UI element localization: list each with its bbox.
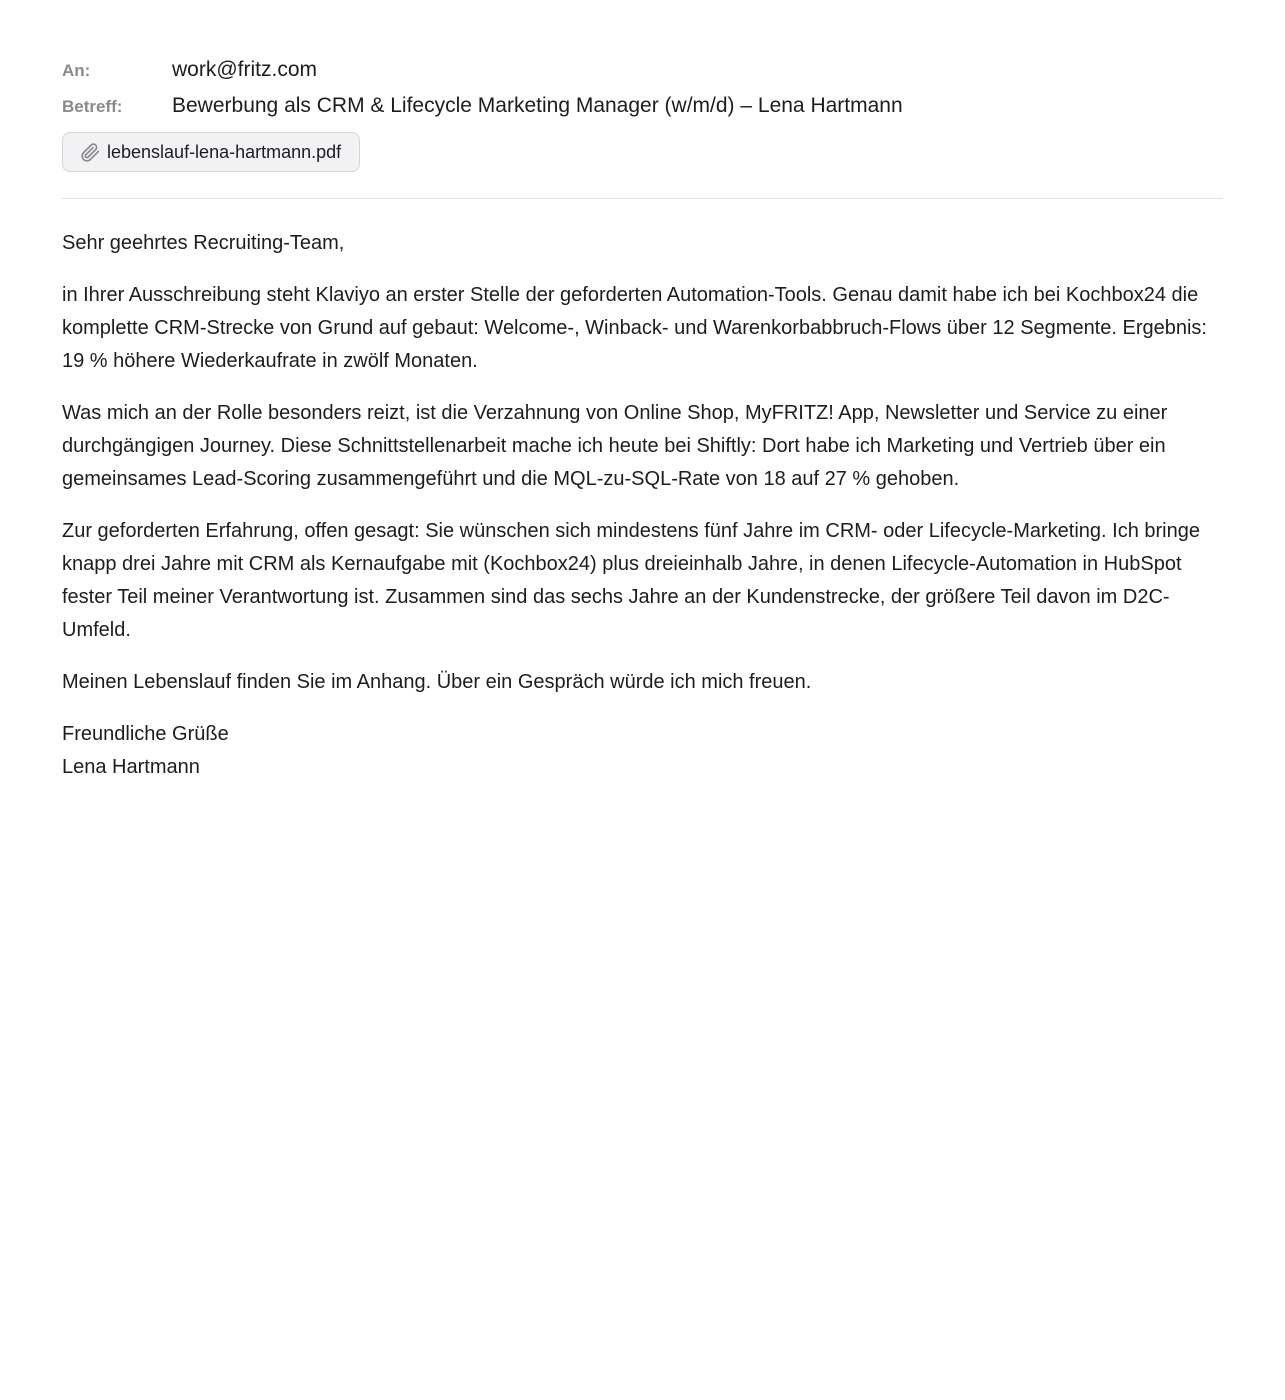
attachment-chip[interactable] [62, 132, 360, 172]
body-paragraph: Meinen Lebenslauf finden Sie im Anhang. Über ein Gespräch würde ich mich freuen. [62, 671, 812, 693]
email-body [62, 227, 1223, 784]
closing-line: Freundliche Grüße [62, 723, 229, 745]
body-paragraph: in Ihrer Ausschreibung steht Klaviyo an erster Stelle der geforderten Automation-Tools. Genau damit habe ich bei Kochbox24 die komplette CRM-Strecke von Grund auf gebaut: Welcome-, Winback- und Warenkorbabbruch-Flows über 12 Segmente. Ergebnis: 19 % höhere Wiederkaufrate in zwölf Monaten. [62, 284, 1207, 372]
paperclip-icon [79, 141, 101, 163]
attachment-filename: lebenslauf-lena-hartmann.pdf [107, 141, 342, 162]
sender-name: Lena Hartmann [62, 756, 200, 778]
header-divider [62, 198, 1223, 199]
to-label: An: [62, 61, 91, 80]
to-address[interactable]: work@fritz.com [172, 58, 317, 81]
body-paragraph: Zur geforderten Erfahrung, offen gesagt: Sie wünschen sich mindestens fünf Jahre im CRM- oder Lifecycle-Marketing. Ich bringe knapp drei Jahre mit CRM als Kernaufgabe mit (Kochbox24) plus dreieinhalb Jahre, in denen Lifecycle-Automation in HubSpot fester Teil meiner Verantwortung ist. Zusammen sind das sechs Jahre an der Kundenstrecke, der größere Teil davon im D2C-Umfeld. [62, 520, 1200, 641]
to-row [62, 58, 1223, 94]
body-paragraph: Was mich an der Rolle besonders reizt, ist die Verzahnung von Online Shop, MyFRITZ! App, Newsletter und Service zu einer durchgängigen Journey. Diese Schnittstellenarbeit mache ich heute bei Shiftly: Dort habe ich Marketing und Vertrieb über ein gemeinsames Lead-Scoring zusammengeführt und die MQL-zu-SQL-Rate von 18 auf 27 % gehoben. [62, 402, 1168, 490]
subject-text: Bewerbung als CRM & Lifecycle Marketing Manager (w/m/d) – Lena Hartmann [172, 94, 903, 117]
signature [62, 718, 1223, 784]
subject-row [62, 94, 1223, 130]
attachment-list [62, 132, 1223, 176]
greeting: Sehr geehrtes Recruiting-Team, [62, 232, 345, 254]
subject-label: Betreff: [62, 97, 123, 116]
